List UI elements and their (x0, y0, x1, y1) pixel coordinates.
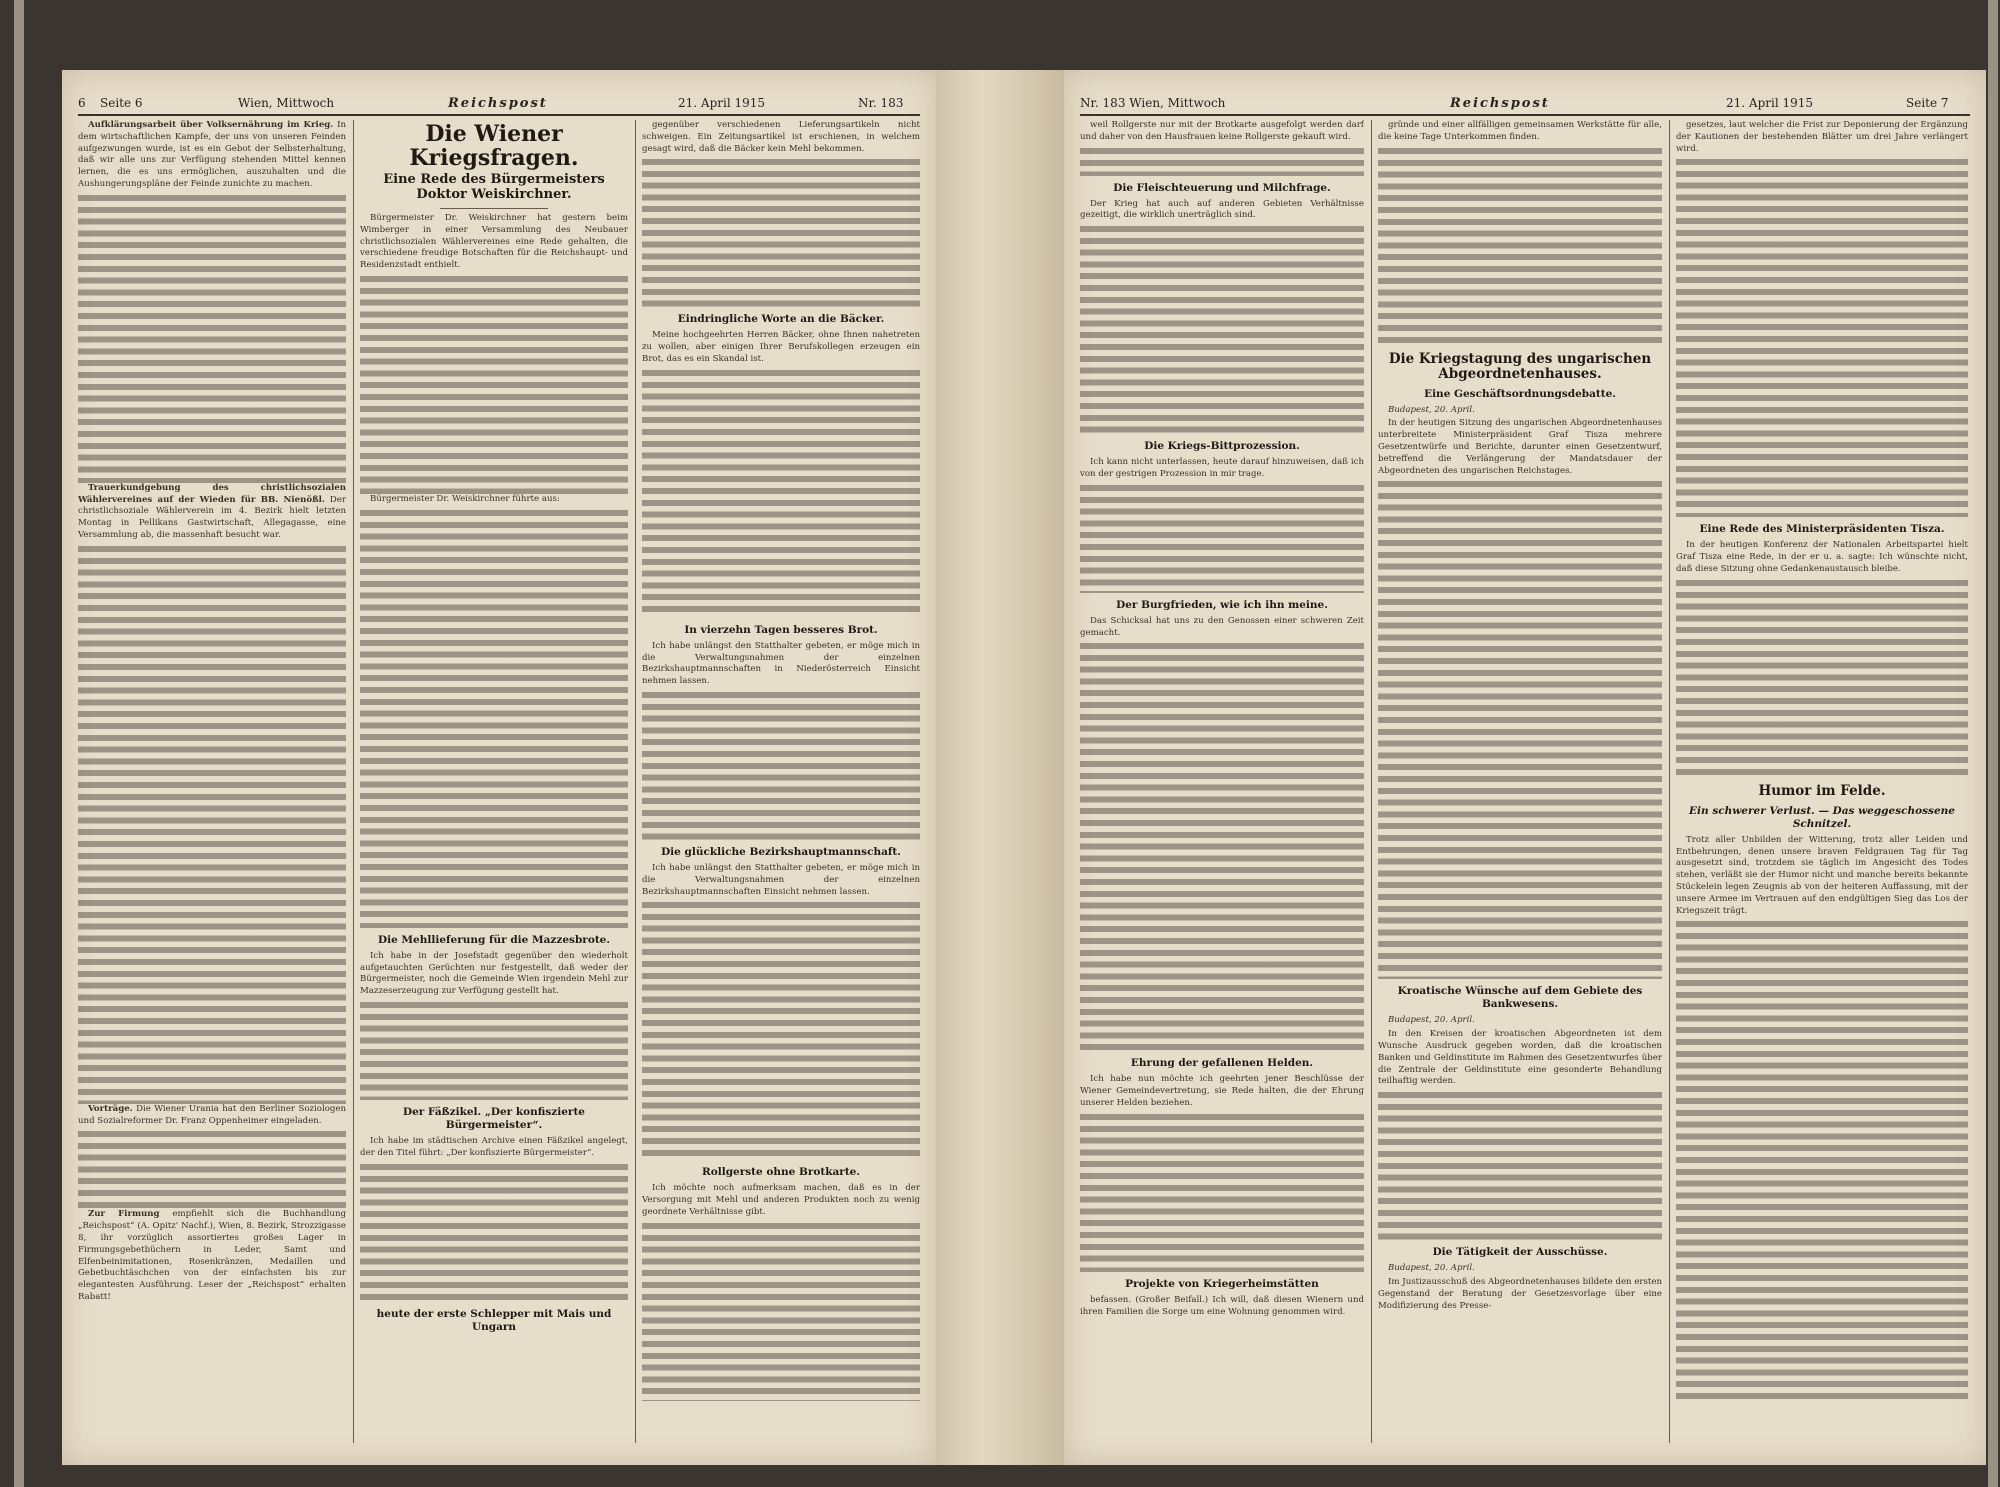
issue-date: 21. April 1915 (1726, 96, 1814, 110)
illegible-text-block (1378, 146, 1662, 346)
illegible-text-block (1676, 157, 1968, 517)
column-rule (635, 120, 636, 1443)
page-gutter (936, 70, 1064, 1465)
page-edge-right (1988, 0, 1998, 1487)
article-text: gesetzes, laut welcher die Frist zur Deponierung der Ergänzung der Kautionen der bestehenden Blätter um drei Jahre verlängert wird. (1676, 120, 1968, 154)
illegible-text-block (360, 274, 628, 494)
article-text: In den Kreisen der kroatischen Abgeordneten ist dem Wunsche Ausdruck gegeben worden, daß die kroatischen Banken und Geldinstitute im Rahmen des Gesetzentwurfes über die Zentrale der Geldinstitute eine gesonderte Behandlung teilhaftig werden. (1378, 1029, 1662, 1087)
illegible-text-block (1080, 483, 1364, 593)
dateline: Budapest, 20. April. (1388, 1015, 1475, 1026)
article-text: Der Krieg hat auch auf anderen Gebieten Verhältnisse gezeitigt, die wirklich unerträglich sind. (1080, 198, 1364, 221)
column-1 (78, 120, 346, 1443)
section-heading: In vierzehn Tagen besseres Brot. (684, 623, 878, 636)
illegible-text-block (642, 368, 920, 618)
section-heading: heute der erste Schlepper mit Mais und Ungarn (376, 1307, 612, 1333)
section-heading: Die Mehllieferung für die Mazzesbrote. (377, 933, 611, 946)
article-text: gründe und einer allfälligen gemeinsamen Werkstätte für alle, die keine Tage Unterkommen finden. (1378, 120, 1662, 142)
masthead: Reichspost (1450, 96, 1550, 111)
article-title: Vorträge. (88, 1103, 133, 1114)
article-text: Bürgermeister Dr. Weiskirchner hat gestern beim Wimberger in einer Versammlung des Neubauer christlichsozialen Wählervereines eine Rede gehalten, die verschiedene freudige Botschaften für die Reichshaupt- und Residenzstadt enthielt. (360, 213, 628, 271)
dateline: Budapest, 20. April. (1388, 404, 1475, 415)
section-heading: Die glückliche Bezirkshauptmannschaft. (661, 845, 901, 858)
article-text: Das Schicksal hat uns zu den Genossen einer schweren Zeit gemacht. (1080, 615, 1364, 638)
newspaper-page-right (1064, 70, 1986, 1465)
illegible-text-block (1080, 1112, 1364, 1272)
newspaper-page-left (62, 70, 936, 1465)
divider (440, 208, 547, 209)
article-text: In der heutigen Konferenz der Nationalen Arbeitspartei hielt Graf Tisza eine Rede, in der er u. a. sagte: Ich wünschte nicht, daß diese Sitzung ohne Gedankenaustausch bleibe. (1676, 540, 1968, 574)
section-subheading: Ein schwerer Verlust. — Das weggeschossene Schnitzel. (1689, 804, 1955, 830)
illegible-text-block (642, 1221, 920, 1401)
column-1 (1080, 120, 1364, 1443)
illegible-text-block (642, 690, 920, 840)
section-heading: Eindringliche Worte an die Bäcker. (677, 313, 885, 326)
article-text: Trotz aller Unbilden der Witterung, trotz aller Leiden und Entbehrungen, denen unsere braven Feldgrauen Tag für Tag ausgesetzt sind, trotzdem sie täglich im Angesicht des Todes stehen, verläßt sie der Humor nicht und manche bereits bekannte Stückelein legen Zeugnis ab von der heiteren Auffassung, mit der unsere Armee im Vertrauen auf den endgültigen Sieg das Los der Kriegszeit trägt. (1676, 834, 1968, 916)
illegible-text-block (1378, 1090, 1662, 1240)
issue-number: Nr. 183 (858, 96, 904, 110)
illegible-text-block (78, 1129, 346, 1209)
page-header-left (78, 92, 920, 116)
page-label: Seite 6 (100, 96, 143, 110)
issue-number: Nr. 183 Wien, Mittwoch (1080, 96, 1226, 110)
article-text: weil Rollgerste nur mit der Brotkarte ausgefolgt werden darf und daher von den Hausfrauen keine Rollgerste gekauft wird. (1080, 120, 1364, 142)
main-headline: Die Wiener Kriegsfragen. (409, 121, 579, 171)
article-text: gegenüber verschiedenen Lieferungsartikeln nicht schweigen. Ein Zeitungsartikel ist erschienen, in welchem gesagt wird, daß die Bäcker kein Mehl bekommen. (642, 120, 920, 154)
article-text: Ich kann nicht unterlassen, heute darauf hinzuweisen, daß ich von der gestrigen Prozession in mir trage. (1080, 457, 1364, 479)
article-text: Bürgermeister Dr. Weiskirchner führte aus: (370, 493, 560, 504)
article-text: befassen. (Großer Beifall.) Ich will, daß diesen Wienern und ihren Familien die Sorge um eine Wohnung genommen wird. (1080, 1294, 1364, 1317)
section-subheading: Eine Geschäftsordnungsdebatte. (1424, 387, 1616, 400)
column-rule (1669, 120, 1670, 1443)
main-subheadline: Eine Rede des Bürgermeisters Doktor Weiskirchner. (383, 172, 605, 202)
page-edge-left (14, 0, 24, 1487)
column-rule (353, 120, 354, 1443)
column-rule (1371, 120, 1372, 1443)
article-text: Meine hochgeehrten Herren Bäcker, ohne Ihnen nahetreten zu wollen, aber einigen Ihrer Berufskollegen erzeugen ein Brot, das es ein Skandal ist. (642, 330, 920, 364)
illegible-text-block (1080, 641, 1364, 1051)
illegible-text-block (360, 1000, 628, 1100)
article-text: Ich möchte noch aufmerksam machen, daß es in der Versorgung mit Mehl und anderen Produkten noch zu wenig geordnete Verhältnisse gibt. (642, 1183, 920, 1217)
illegible-text-block (360, 1162, 628, 1302)
article-title: Zur Firmung (88, 1209, 160, 1220)
article-text: Ich habe im städtischen Archive einen Fäßzikel angelegt, der den Titel führt: „Der konfiszierte Bürgermeister“. (360, 1135, 628, 1158)
article-text: empfiehlt sich die Buchhandlung „Reichspost“ (A. Opitz' Nachf.), Wien, 8. Bezirk, Strozzigasse 8, ihr vorzüglich assortiertes großes Lager in Firmungsgebetbüchern in Leder, Samt und Elfenbeinimitationen, Rosenkränzen, Medaillen und Gebetbuchtäschchen von der einfachsten bis zur elegantesten Ausführung. Leser der „Reichspost“ erhalten Rabatt! (78, 1209, 346, 1302)
article-text: Ich habe unlängst den Statthalter gebeten, er möge mich in die Verwaltungsnahmen der einzelnen Bezirkshauptmannschaften in Niederösterreich Einsicht nehmen lassen. (642, 640, 920, 687)
article-text: Ich habe unlängst den Statthalter gebeten, er möge mich in die Verwaltungsnahmen der einzelnen Bezirkshauptmannschaften Einsicht nehmen lassen. (642, 862, 920, 897)
section-heading: Projekte von Kriegerheimstätten (1125, 1277, 1319, 1290)
section-heading: Die Fleischteuerung und Milchfrage. (1113, 181, 1331, 194)
article-text: In dem wirtschaftlichen Kampfe, der uns von unseren Feinden aufgezwungen wurde, ist es ein Gebot der Selbsterhaltung, daß wir alle uns zur Verfügung stehenden Mittel kennen lernen, die es uns ermöglichen, auszuhalten und die Aushungerungspläne der Feinde zunichte zu machen. (78, 120, 346, 189)
illegible-text-block (360, 508, 628, 928)
section-heading: Eine Rede des Ministerpräsidenten Tisza. (1699, 523, 1945, 536)
article-title: Trauerkundgebung des christlichsozialen Wählervereines auf der Wieden für BB. Nienößl. (78, 482, 346, 505)
illegible-text-block (1378, 479, 1662, 979)
illegible-text-block (642, 157, 920, 307)
section-heading: Ehrung der gefallenen Helden. (1130, 1057, 1314, 1070)
column-2 (1378, 120, 1662, 1443)
section-heading: Die Tätigkeit der Ausschüsse. (1432, 1246, 1608, 1259)
illegible-text-block (78, 193, 346, 483)
section-heading: Humor im Felde. (1758, 782, 1886, 799)
article-text: Im Justizausschuß des Abgeordnetenhauses bildete den ersten Gegenstand der Beratung der Gesetzesvorlage über eine Modifizierung des Presse- (1378, 1276, 1662, 1311)
section-heading: Kroatische Wünsche auf dem Gebiete des Bankwesens. (1397, 985, 1643, 1011)
column-3 (1676, 120, 1968, 1443)
dateline: Budapest, 20. April. (1388, 1263, 1475, 1274)
masthead: Reichspost (448, 96, 548, 111)
illegible-text-block (1080, 224, 1364, 434)
column-3 (642, 120, 920, 1443)
issue-date: 21. April 1915 (678, 96, 766, 110)
article-title: Aufklärungsarbeit über Volksernährung im Krieg. (88, 120, 334, 130)
illegible-text-block (1080, 146, 1364, 176)
section-heading: Die Kriegstagung des ungarischen Abgeordnetenhauses. (1388, 350, 1652, 382)
illegible-text-block (642, 900, 920, 1160)
illegible-text-block (78, 544, 346, 1104)
column-2 (360, 120, 628, 1443)
section-heading: Der Fäßzikel. „Der konfiszierte Bürgermeister“. (402, 1105, 585, 1131)
place-day: Wien, Mittwoch (238, 96, 335, 110)
article-text: Ich habe in der Josefstadt gegenüber den wiederholt aufgetauchten Gerüchten nur festgestellt, daß weder der Bürgermeister, noch die Gemeinde Wien irgendein Mehl zur Mazzeserzeugung zur Verfügung gestellt hat. (360, 950, 628, 997)
article-text: In der heutigen Sitzung des ungarischen Abgeordnetenhauses unterbreitete Ministerpräsident Graf Tisza mehrere Gesetzentwürfe und Berichte, darunter einen Gesetzentwurf, betreffend die Verlängerung der Mandatsdauer der Abgeordneten des ungarischen Reichstages. (1378, 418, 1662, 476)
page-header-right (1080, 92, 1970, 116)
illegible-text-block (1676, 578, 1968, 778)
page-label: Seite 7 (1906, 96, 1949, 110)
section-heading: Die Kriegs-Bittprozession. (1144, 440, 1300, 453)
article-text: Ich habe nun möchte ich geehrten jener Beschlüsse der Wiener Gemeindevertretung, sie Rede halten, die der Ehrung unserer Helden beziehen. (1080, 1074, 1364, 1108)
section-heading: Rollgerste ohne Brotkarte. (701, 1166, 861, 1179)
illegible-text-block (1676, 919, 1968, 1399)
section-heading: Der Burgfrieden, wie ich ihn meine. (1116, 598, 1328, 611)
article-text: Der christlichsoziale Wählerverein im 4. Bezirk hielt letzten Montag in Pellikans Gastwirtschaft, Allegagasse, eine Versammlung ab, die massenhaft besucht war. (78, 494, 346, 540)
page-number: 6 (78, 96, 86, 110)
article-text: Die Wiener Urania hat den Berliner Soziologen und Sozialreformer Dr. Franz Oppenheimer eingeladen. (78, 1103, 346, 1126)
